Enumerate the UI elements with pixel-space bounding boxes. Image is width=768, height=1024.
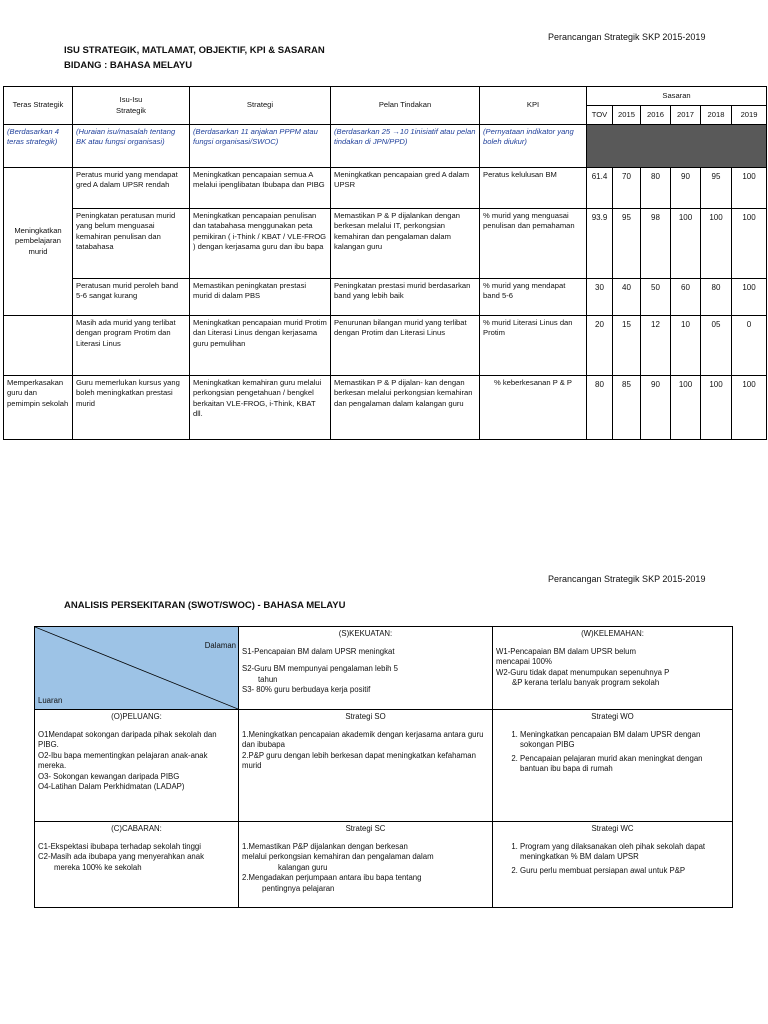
sasaran-shaded: [587, 125, 767, 168]
swot-table: [34, 626, 733, 908]
col-strategi: Strategi: [190, 87, 331, 125]
pelan-cell: Meningkatkan pencapaian gred A dalam UPSR: [331, 168, 480, 209]
col-year: 2015: [613, 106, 641, 125]
table-row: [4, 279, 767, 316]
value-cell: 0: [732, 316, 767, 376]
value-cell: 90: [641, 376, 671, 440]
value-cell: 80: [641, 168, 671, 209]
page-subtitle: BIDANG : BAHASA MELAYU: [64, 60, 193, 71]
strategi-cell: Meningkatkan pencapaian semua A melalui ipenglibatan Ibubapa dan PIBG: [190, 168, 331, 209]
value-cell: 100: [671, 209, 701, 279]
cabaran-c2: C2-Masih ada ibubapa yang menyerahkan anak: [38, 852, 205, 862]
wo-title: Strategi WO: [591, 712, 634, 721]
sc-item-2: 2.Mengadakan perjumpaan antara ibu bapa tentang: [242, 873, 422, 883]
isu-cell: Peratusan murid peroleh band 5-6 sangat kurang: [73, 279, 190, 316]
col-isu-line1: Isu-Isu: [119, 95, 143, 105]
value-cell: 85: [613, 376, 641, 440]
strategi-cell: Meningkatkan pencapaian penulisan dan tatabahasa menggunakan peta pemikiran ( i-Think / KBAT / VLE-FROG ) dengan kerjasama guru dan ibu bapa: [190, 209, 331, 279]
value-cell: 80: [701, 279, 732, 316]
value-cell: 95: [613, 209, 641, 279]
page-header: Perancangan Strategik SKP 2015-2019: [548, 32, 706, 42]
so-item-1: 1.Meningkatkan pencapaian akademik dengan kerjasama antara guru dan ibubapa: [242, 729, 484, 750]
cabaran-cell: [35, 822, 239, 908]
value-cell: 95: [701, 168, 732, 209]
pelan-cell: Peningkatan prestasi murid berdasarkan band yang lebih baik: [331, 279, 480, 316]
table-row: [4, 168, 767, 209]
isu-cell: Peratus murid yang mendapat gred A dalam UPSR rendah: [73, 168, 190, 209]
kekuatan-title: (S)KEKUATAN:: [338, 629, 393, 638]
kekuatan-s2: S2-Guru BM mempunyai pengalaman lebih 5: [242, 664, 399, 674]
sc-item-1-cont2: kalangan guru: [278, 862, 328, 872]
kelemahan-w2-cont: &P kerana terlalu banyak program sekolah: [512, 678, 660, 688]
value-cell: 10: [671, 316, 701, 376]
kekuatan-s3: S3- 80% guru berbudaya kerja positif: [242, 685, 371, 695]
peluang-title: (O)PELUANG:: [111, 712, 162, 721]
page-title: ISU STRATEGIK, MATLAMAT, OBJEKTIF, KPI & SASARAN: [64, 45, 325, 56]
sc-title: Strategi SC: [345, 824, 386, 833]
strategi-wo-cell: [493, 710, 733, 822]
table-row: [4, 376, 767, 440]
col-pelan: Pelan Tindakan: [331, 87, 480, 125]
peluang-o3: O3- Sokongan kewangan daripada PIBG: [38, 771, 180, 781]
col-isu-line2: Strategik: [116, 105, 146, 115]
kekuatan-s2-cont: tahun: [258, 674, 278, 684]
teras-cell: Memperkasakan guru dan pemimpin sekolah: [4, 376, 73, 440]
value-cell: 61.4: [587, 168, 613, 209]
kpi-cell: % keberkesanan P & P: [480, 376, 587, 440]
wo-list: [496, 730, 729, 775]
peluang-o2: O2-Ibu bapa mementingkan pelajaran anak-anak mereka.: [38, 750, 208, 771]
strategi-sc-cell: [239, 822, 493, 908]
teras-cell: Meningkatkan pembelajaran murid: [4, 168, 73, 316]
teras-cell-empty: [4, 316, 73, 376]
kelemahan-title: (W)KELEMAHAN:: [581, 629, 644, 638]
peluang-o4: O4-Latihan Dalam Perkhidmatan (LADAP): [38, 782, 185, 792]
value-cell: 90: [671, 168, 701, 209]
value-cell: 100: [732, 209, 767, 279]
value-cell: 40: [613, 279, 641, 316]
value-cell: 100: [732, 168, 767, 209]
wo-item: 2. Pencapaian pelajaran murid akan meningkat dengan bantuan ibu bapa di rumah: [520, 754, 729, 775]
diagonal-line: [35, 627, 238, 709]
peluang-o1: O1Mendapat sokongan daripada pihak sekolah dan PIBG.: [38, 729, 217, 750]
kpi-cell: % murid yang mendapat band 5-6: [480, 279, 587, 316]
table-row: [4, 209, 767, 279]
value-cell: 20: [587, 316, 613, 376]
value-cell: 15: [613, 316, 641, 376]
isu-cell: Peningkatan peratusan murid yang belum menguasai kemahiran penulisan dan tatabahasa: [73, 209, 190, 279]
wc-item: 1. Program yang dilaksanakan oleh pihak sekolah dapat meningkatkan % BM dalam UPSR: [520, 842, 729, 863]
pelan-cell: Penurunan bilangan murid yang terlibat dengan Protim dan Literasi Linus: [331, 316, 480, 376]
kelemahan-w1-cont: mencapai 100%: [496, 657, 552, 667]
swot-corner: [35, 627, 239, 710]
col-year: 2017: [671, 106, 701, 125]
kelemahan-cell: [493, 627, 733, 710]
kelemahan-w1: W1-Pencapaian BM dalam UPSR belum: [496, 646, 636, 656]
note-isu: (Huraian isu/masalah tentang BK atau fungsi organisasi): [73, 125, 190, 168]
wo-item: 1. Meningkatkan pencapaian BM dalam UPSR dengan sokongan PIBG: [520, 730, 729, 751]
kelemahan-w2: W2-Guru tidak dapat menumpukan sepenuhnya P: [496, 667, 670, 677]
value-cell: 80: [587, 376, 613, 440]
strategi-wc-cell: [493, 822, 733, 908]
pelan-cell: Memastikan P & P dijalan- kan dengan berkesan melalui perkongsian kemahiran dan pengalaman dalam kalangan guru: [331, 376, 480, 440]
kpi-cell: % murid yang menguasai penulisan dan pemahaman: [480, 209, 587, 279]
so-item-2: 2.P&P guru dengan lebih berkesan dapat meningkatkan kefahaman: [242, 750, 476, 760]
value-cell: 100: [732, 376, 767, 440]
value-cell: 50: [641, 279, 671, 316]
value-cell: 93.9: [587, 209, 613, 279]
sc-item-1: 1.Memastikan P&P dijalankan dengan berkesan: [242, 841, 408, 851]
sc-item-1-cont: melalui perkongsian kemahiran dan pengalaman dalam: [242, 852, 434, 862]
cabaran-c1: C1-Ekspektasi ibubapa terhadap sekolah tinggi: [38, 841, 201, 851]
value-cell: 05: [701, 316, 732, 376]
corner-dalaman: Dalaman: [204, 641, 236, 650]
strategi-cell: Meningkatkan kemahiran guru melalui perkongsian pengetahuan / bengkel berkaitan VLE-FROG, i-Think, KBAT dll.: [190, 376, 331, 440]
value-cell: 100: [732, 279, 767, 316]
col-teras: Teras Strategik: [4, 87, 73, 125]
value-cell: 100: [701, 209, 732, 279]
so-title: Strategi SO: [345, 712, 386, 721]
strategic-table: [3, 86, 767, 440]
value-cell: 100: [671, 376, 701, 440]
page-title: ANALISIS PERSEKITARAN (SWOT/SWOC) - BAHASA MELAYU: [64, 600, 346, 611]
so-item-2-cont: murid: [242, 761, 262, 771]
strategi-cell: Memastikan peningkatan prestasi murid di dalam PBS: [190, 279, 331, 316]
wc-list: [496, 842, 729, 877]
cabaran-title: (C)CABARAN:: [111, 824, 162, 833]
col-isu: [73, 87, 190, 125]
value-cell: 12: [641, 316, 671, 376]
kpi-cell: Peratus kelulusan BM: [480, 168, 587, 209]
kekuatan-s1: S1-Pencapaian BM dalam UPSR meningkat: [242, 646, 395, 656]
corner-luaran: Luaran: [38, 696, 63, 706]
note-strategi: (Berdasarkan 11 anjakan PPPM atau fungsi organisasi/SWOC): [190, 125, 331, 168]
value-cell: 100: [701, 376, 732, 440]
value-cell: 30: [587, 279, 613, 316]
page-header: Perancangan Strategik SKP 2015-2019: [548, 574, 706, 584]
isu-cell: Guru memerlukan kursus yang boleh meningkatkan prestasi murid: [73, 376, 190, 440]
note-teras: (Berdasarkan 4 teras strategik): [4, 125, 73, 168]
note-kpi: (Pernyataan indikator yang boleh diukur): [480, 125, 587, 168]
kekuatan-cell: [239, 627, 493, 710]
col-year: 2016: [641, 106, 671, 125]
sc-item-2-cont: pentingnya pelajaran: [262, 883, 335, 893]
value-cell: 60: [671, 279, 701, 316]
value-cell: 70: [613, 168, 641, 209]
strategi-so-cell: [239, 710, 493, 822]
isu-cell: Masih ada murid yang terlibat dengan program Protim dan Literasi Linus: [73, 316, 190, 376]
col-year: 2019: [732, 106, 767, 125]
col-sasaran: Sasaran: [587, 87, 767, 106]
pelan-cell: Memastikan P & P dijalankan dengan berkesan melalui IT, perkongsian kemahiran dan pengalaman dalam kalangan guru: [331, 209, 480, 279]
cabaran-c2-cont: mereka 100% ke sekolah: [54, 862, 142, 872]
kpi-cell: % murid Literasi Linus dan Protim: [480, 316, 587, 376]
note-pelan: (Berdasarkan 25 →10 1inisiatif atau pelan tindakan di JPN/PPD): [331, 125, 480, 168]
table-row: [4, 316, 767, 376]
peluang-cell: [35, 710, 239, 822]
col-kpi: KPI: [480, 87, 587, 125]
col-year: 2018: [701, 106, 732, 125]
wc-title: Strategi WC: [591, 824, 634, 833]
value-cell: 98: [641, 209, 671, 279]
strategi-cell: Meningkatkan pencapaian murid Protim dan Literasi Linus dengan kerjasama guru pemulihan: [190, 316, 331, 376]
wc-item: 2. Guru perlu membuat persiapan awal untuk P&P: [520, 866, 729, 877]
col-year: TOV: [587, 106, 613, 125]
